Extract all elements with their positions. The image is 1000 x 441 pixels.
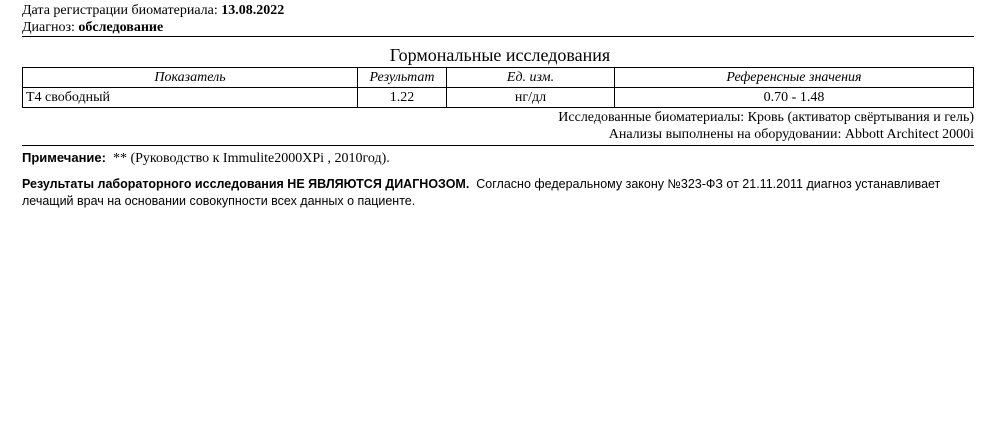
col-result: Результат [358, 68, 447, 88]
diag-label: Диагноз: [22, 20, 75, 35]
reg-label: Дата регистрации биоматериала: [22, 3, 218, 18]
table-row [23, 88, 974, 108]
col-reference: Референсные значения [615, 68, 974, 88]
biomaterial: Исследованные биоматериалы: Кровь (активатор свёртывания и гель) [558, 110, 974, 125]
cell-unit: нг/дл [447, 88, 615, 108]
note [22, 150, 390, 167]
diag-value: обследование [78, 20, 164, 35]
divider [22, 145, 974, 146]
reg-date: 13.08.2022 [221, 3, 285, 18]
divider [22, 36, 974, 37]
cell-result: 1.22 [358, 88, 447, 108]
cell-reference: 0.70 - 1.48 [615, 88, 974, 108]
disclaimer-bold: Результаты лабораторного исследования НЕ ЯВЛЯЮТСЯ ДИАГНОЗОМ. [22, 177, 470, 191]
col-unit: Ед. изм. [447, 68, 615, 88]
note-text: ** (Руководство к Immulite2000XPi , 2010год). [112, 151, 390, 166]
diagnosis [22, 20, 163, 36]
disclaimer-text: Согласно федеральному закону №323-ФЗ от 21.11.2011 диагноз устанавливает лечащий врач на основании совокупности всех данных о пациенте. [22, 177, 941, 208]
cell-name: T4 свободный [23, 88, 358, 108]
equipment: Анализы выполнены на оборудовании: Abbott Architect 2000i [608, 127, 974, 142]
registration-date [22, 3, 284, 19]
col-indicator: Показатель [23, 68, 358, 88]
results-table [22, 67, 974, 108]
section-title: Гормональные исследования [389, 45, 611, 65]
disclaimer [22, 176, 977, 210]
note-label: Примечание: [22, 150, 106, 165]
table-header [23, 68, 974, 88]
